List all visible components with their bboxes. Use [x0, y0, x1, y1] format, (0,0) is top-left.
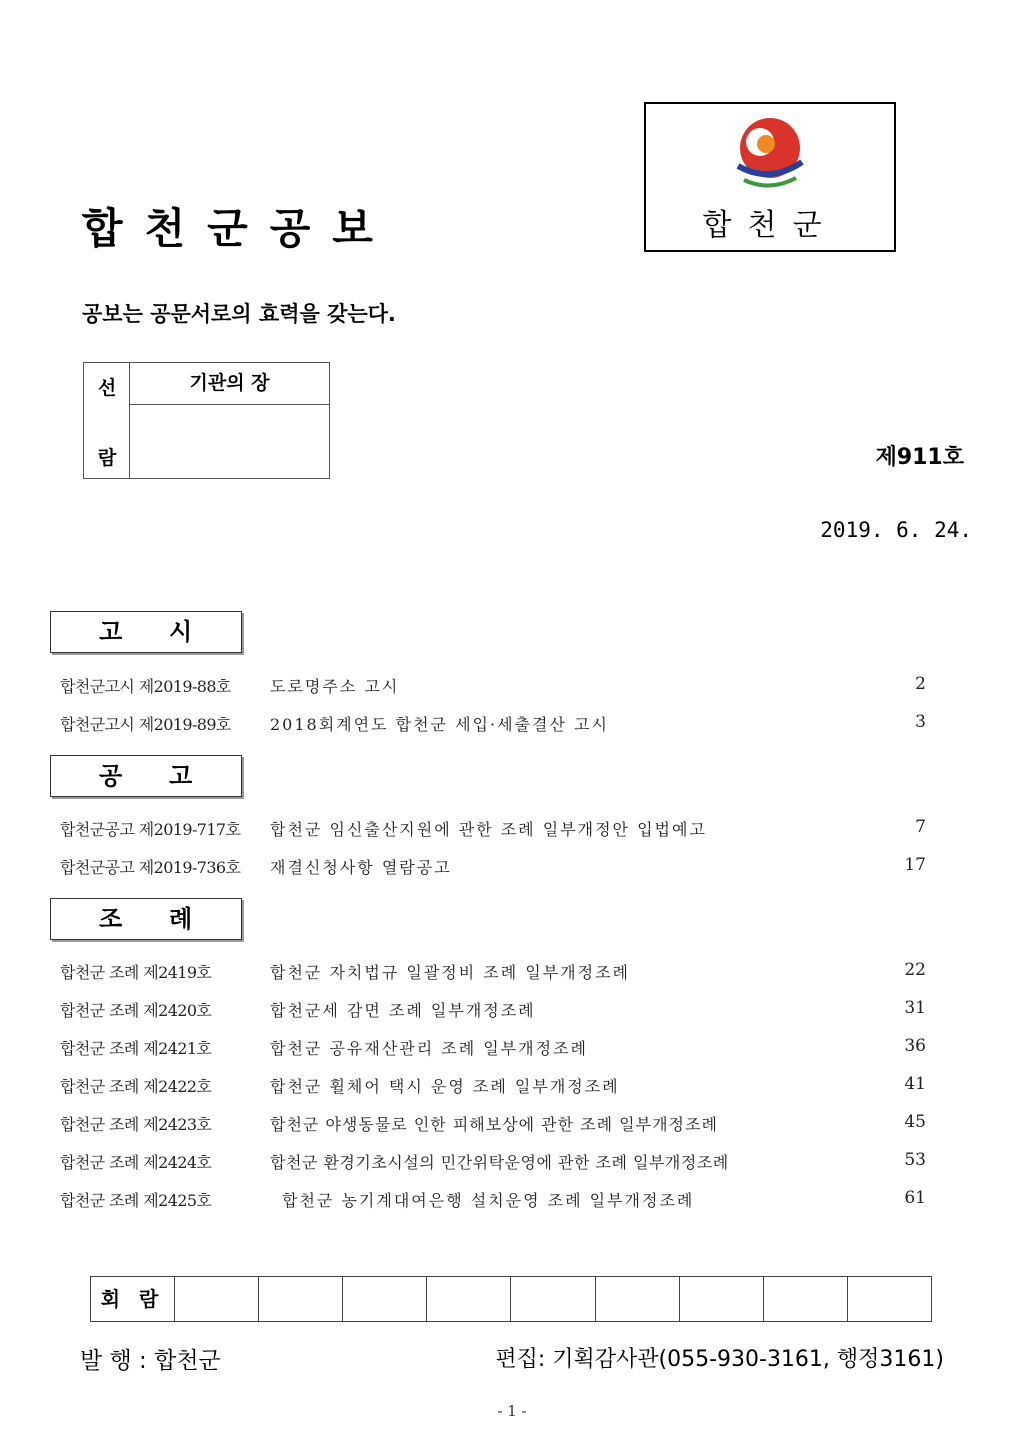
- page-number: - 1 -: [497, 1402, 527, 1420]
- toc-number: 합천군고시 제2019-89호: [60, 715, 231, 734]
- toc-row[interactable]: [60, 1188, 932, 1214]
- toc-title: 합천군 공유재산관리 조례 일부개정조례: [270, 1039, 589, 1058]
- section-heading-char: 시: [169, 618, 193, 646]
- toc-row[interactable]: [60, 960, 932, 986]
- circulation-cell: [511, 1277, 595, 1321]
- toc-row[interactable]: [60, 998, 932, 1024]
- toc-row[interactable]: [60, 674, 932, 700]
- toc-number: 합천군 조례 제2421호: [60, 1039, 212, 1058]
- toc-page: 61: [904, 1188, 926, 1208]
- toc-number: 합천군 조례 제2425호: [60, 1191, 212, 1210]
- toc-title: 재결신청사항 열람공고: [270, 858, 452, 877]
- toc-row[interactable]: [60, 817, 932, 843]
- toc-number: 합천군 조례 제2422호: [60, 1077, 212, 1096]
- logo-box: [644, 102, 896, 252]
- toc-title: 도로명주소 고시: [270, 677, 400, 696]
- circulation-cell: [259, 1277, 343, 1321]
- circulation-cell: [596, 1277, 680, 1321]
- section-heading-char: 고: [99, 618, 123, 646]
- logo-text: 합천군: [702, 208, 838, 243]
- publisher: 발 행 : 합천군: [80, 1348, 221, 1374]
- editor-contact: 편집: 기획감사관(055-930-3161, 행정3161): [495, 1347, 944, 1372]
- circulation-cell: [680, 1277, 764, 1321]
- toc-title: 합천군 야생동물로 인한 피해보상에 관한 조례 일부개정조례: [270, 1115, 718, 1134]
- toc-row[interactable]: [60, 712, 932, 738]
- circulation-cell: [175, 1277, 259, 1321]
- toc-row[interactable]: [60, 1150, 932, 1176]
- toc-title: 합천군 휠체어 택시 운영 조례 일부개정조례: [270, 1077, 620, 1096]
- toc-page: 22: [904, 960, 926, 980]
- section-heading-char: 조: [99, 905, 123, 933]
- toc-number: 합천군 조례 제2419호: [60, 963, 212, 982]
- toc-page: 53: [904, 1150, 926, 1170]
- hapcheon-emblem-icon: [646, 104, 894, 204]
- toc-row[interactable]: [60, 1112, 932, 1138]
- toc-number: 합천군고시 제2019-88호: [60, 677, 231, 696]
- toc-page: 31: [904, 998, 926, 1018]
- section-heading-notice: [50, 611, 242, 653]
- toc-title: 합천군 환경기초시설의 민간위탁운영에 관한 조례 일부개정조례: [270, 1153, 729, 1172]
- toc-number: 합천군공고 제2019-717호: [60, 820, 241, 839]
- sign-column-header: 기관의 장: [130, 363, 329, 405]
- circulation-sign-table: [83, 362, 330, 479]
- issue-date: 2019. 6. 24.: [820, 518, 972, 542]
- toc-title: 합천군 농기계대여은행 설치운영 조례 일부개정조례: [282, 1191, 695, 1210]
- toc-page: 3: [915, 712, 926, 732]
- circulation-label: 회 람: [91, 1277, 175, 1321]
- toc-row[interactable]: [60, 855, 932, 881]
- section-heading-announcement: [50, 755, 242, 797]
- circulation-table: [90, 1276, 932, 1322]
- toc-number: 합천군 조례 제2424호: [60, 1153, 212, 1172]
- toc-number: 합천군공고 제2019-736호: [60, 858, 241, 877]
- section-heading-char: 례: [169, 905, 193, 933]
- toc-title: 합천군세 감면 조례 일부개정조례: [270, 1001, 536, 1020]
- toc-page: 41: [904, 1074, 926, 1094]
- toc-page: 17: [904, 855, 926, 875]
- sign-side-label-top: 선: [97, 377, 117, 399]
- toc-page: 2: [915, 674, 926, 694]
- toc-page: 45: [904, 1112, 926, 1132]
- circulation-cell: [343, 1277, 427, 1321]
- toc-page: 7: [915, 817, 926, 837]
- page-title: 합천군공보: [82, 204, 395, 253]
- toc-number: 합천군 조례 제2420호: [60, 1001, 212, 1020]
- toc-row[interactable]: [60, 1074, 932, 1100]
- toc-title: 합천군 임신출산지원에 관한 조례 일부개정안 입법예고: [270, 820, 707, 839]
- section-heading-char: 고: [169, 762, 193, 790]
- toc-number: 합천군 조례 제2423호: [60, 1115, 212, 1134]
- toc-title: 2018회계연도 합천군 세입·세출결산 고시: [270, 715, 609, 734]
- sign-side-label-bottom: 람: [97, 447, 117, 469]
- section-heading-char: 공: [99, 762, 123, 790]
- toc-page: 36: [904, 1036, 926, 1056]
- circulation-cell: [427, 1277, 511, 1321]
- toc-row[interactable]: [60, 1036, 932, 1062]
- section-heading-ordinance: [50, 898, 242, 940]
- issue-number: 제911호: [875, 445, 964, 470]
- toc-title: 합천군 자치법규 일괄정비 조례 일부개정조례: [270, 963, 631, 982]
- tagline: 공보는 공문서로의 효력을 갖는다.: [82, 302, 396, 326]
- circulation-cell: [764, 1277, 848, 1321]
- circulation-cell: [848, 1277, 931, 1321]
